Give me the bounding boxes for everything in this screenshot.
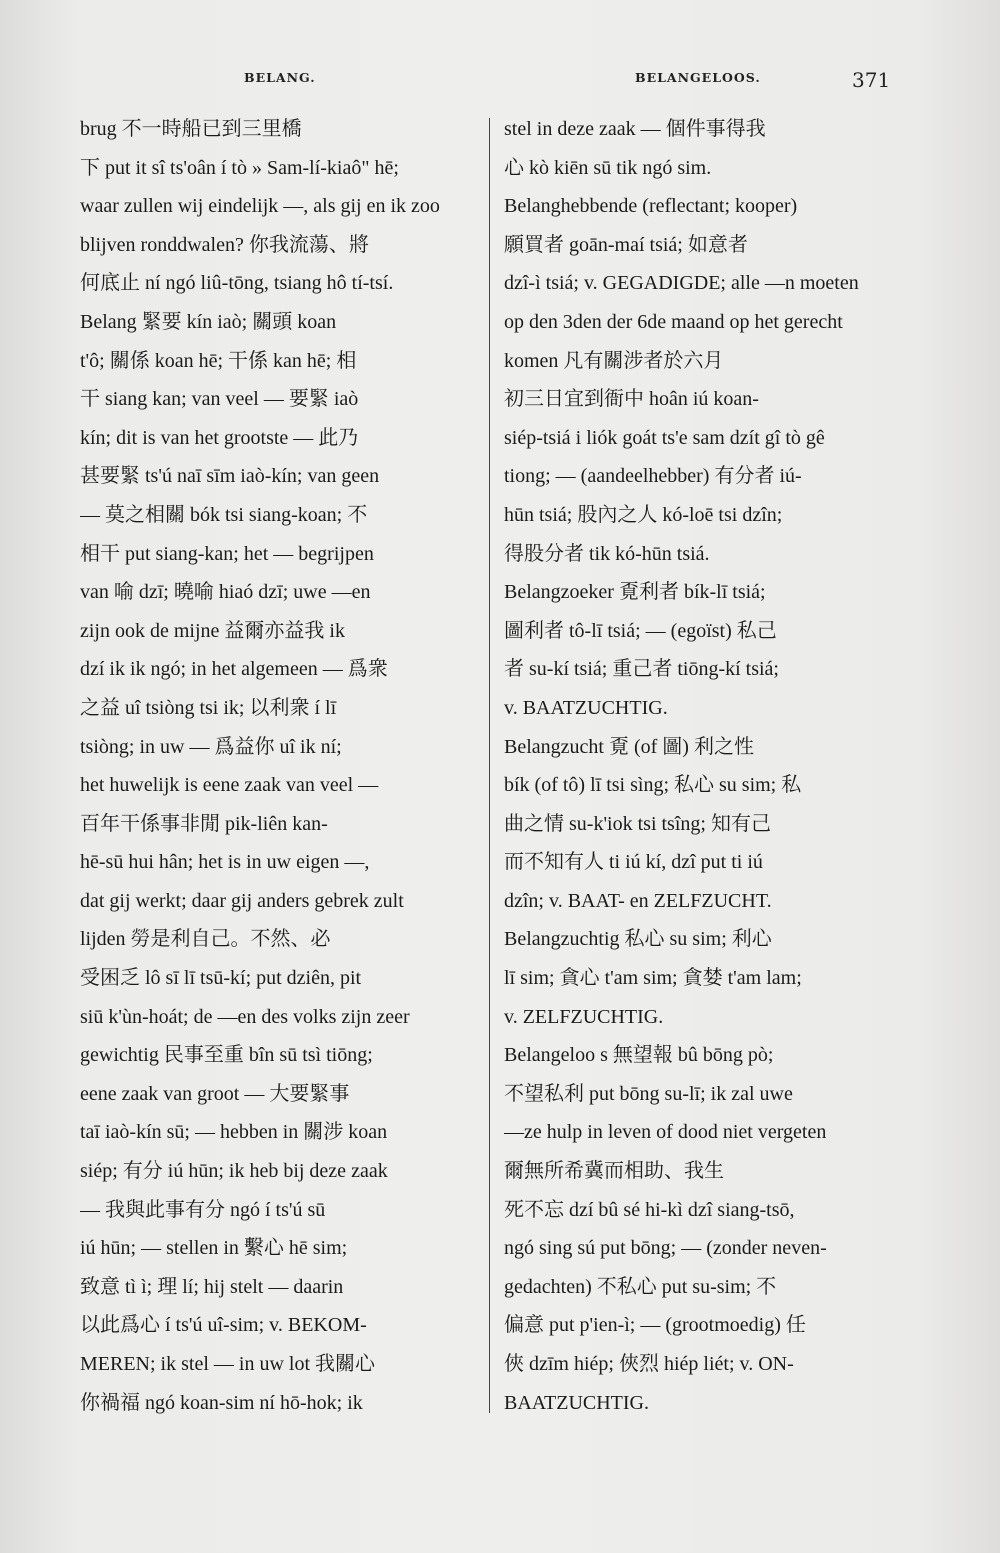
text-line: 者 su-kí tsiá; 重己者 tiōng-kí tsiá; xyxy=(504,658,779,681)
text-line: 受困乏 lô sī lī tsū-kí; put dziên, pit xyxy=(80,967,362,990)
text-line: tsiòng; in uw — 爲益你 uî ik ní; xyxy=(80,735,342,758)
text-line: hē-sū hui hân; het is in uw eigen —, xyxy=(80,851,370,874)
running-head-left: BELANG. xyxy=(244,70,316,85)
text-line: 圖利者 tô-lī tsiá; — (egoïst) 私己 xyxy=(504,619,777,642)
text-line: 百年干係事非閒 pik-liên kan- xyxy=(80,812,328,835)
text-line: 俠 dzīm hiép; 俠烈 hiép liét; v. ON- xyxy=(504,1353,794,1375)
text-line: 相干 put siang-kan; het — begrijpen xyxy=(80,542,374,565)
text-line: v. ZELFZUCHTIG. xyxy=(504,1005,664,1028)
text-line: 以此爲心 í ts'ú uî-sim; v. BEKOM- xyxy=(80,1314,367,1337)
text-line: v. BAATZUCHTIG. xyxy=(504,696,668,719)
text-line: lijden 勞是利自己。不然、必 xyxy=(80,928,331,951)
text-line: kín; dit is van het grootste — 此乃 xyxy=(80,426,359,449)
text-line: 何底止 ní ngó liû-tōng, tsiang hô tí-tsí. xyxy=(80,272,394,295)
text-line: van 喻 dzī; 曉喻 hiaó dzī; uwe —en xyxy=(80,581,371,604)
text-line: 心 kò kiēn sū tik ngó sim. xyxy=(504,156,712,179)
text-line: taī iaò-kín sū; — hebben in 關涉 koan xyxy=(80,1121,388,1144)
text-line: tiong; — (aandeelhebber) 有分者 iú- xyxy=(504,465,802,488)
text-line: zijn ook de mijne 益爾亦益我 ik xyxy=(80,619,345,642)
text-line: stel in deze zaak — 個件事得我 xyxy=(504,118,766,140)
text-line: 死不忘 dzí bû sé hi-kì dzî siang-tsō, xyxy=(504,1198,795,1221)
text-line: dzî-ì tsiá; v. GEGADIGDE; alle —n moeten xyxy=(504,272,859,295)
text-line: 干 siang kan; van veel — 要緊 iaò xyxy=(80,388,359,411)
text-line: lī sim; 貪心 t'am sim; 貪婪 t'am lam; xyxy=(504,967,802,990)
text-line: — 我與此事有分 ngó í ts'ú sū xyxy=(80,1198,326,1221)
text-line: iú hūn; — stellen in 繫心 hē sim; xyxy=(80,1237,348,1260)
text-line: gedachten) 不私心 put su-sim; 不 xyxy=(504,1275,777,1298)
text-line: Belangzucht 覔 (of 圖) 利之性 xyxy=(504,735,754,758)
text-line: waar zullen wij eindelijk —, als gij en ik zoo xyxy=(80,195,440,218)
text-line: blijven ronddwalen? 你我流蕩、將 xyxy=(80,233,369,256)
text-line: — 莫之相關 bók tsi siang-koan; 不 xyxy=(80,503,368,526)
text-line: siép-tsiá i liók goát ts'e sam dzít gî tò gê xyxy=(504,426,825,449)
text-line: op den 3den der 6de maand op het gerecht xyxy=(504,310,843,333)
text-line: Belangzuchtig 私心 su sim; 利心 xyxy=(504,928,772,951)
left-column xyxy=(80,110,478,1422)
text-line: brug 不一時船已到三里橋 xyxy=(80,118,302,140)
text-line: gewichtig 民事至重 bîn sū tsì tiōng; xyxy=(80,1044,373,1067)
text-line: komen 凡有關涉者於六月 xyxy=(504,349,724,372)
running-head-right: BELANGELOOS. xyxy=(635,70,761,85)
text-line: 下 put it sî ts'oân í tò » Sam-lí-kiaô" hē; xyxy=(80,156,399,179)
text-line: 偏意 put p'ien-ì; — (grootmoedig) 任 xyxy=(504,1314,806,1337)
text-line: Belanghebbende (reflectant; kooper) xyxy=(504,195,798,218)
text-line: t'ô; 關係 koan hē; 干係 kan hē; 相 xyxy=(80,349,357,372)
text-line: siép; 有分 iú hūn; ik heb bij deze zaak xyxy=(80,1160,388,1183)
text-line: —ze hulp in leven of dood niet vergeten xyxy=(504,1121,827,1144)
text-line: 你禍福 ngó koan-sim ní hō-hok; ik xyxy=(80,1391,363,1414)
text-line: Belang 緊要 kín iaò; 關頭 koan xyxy=(80,310,337,333)
text-line: 曲之情 su-k'iok tsi tsîng; 知有己 xyxy=(504,812,771,835)
text-line: 爾無所希冀而相助、我生 xyxy=(504,1160,724,1183)
text-line: Belangzoeker 覔利者 bík-lī tsiá; xyxy=(504,581,766,604)
text-line: Belangeloo s 無望報 bû bōng pò; xyxy=(504,1044,774,1067)
text-line: hūn tsiá; 股內之人 kó-loē tsi dzîn; xyxy=(504,503,783,526)
text-line: 之益 uî tsiòng tsi ik; 以利衆 í lī xyxy=(80,696,337,719)
column-divider xyxy=(489,118,490,1413)
text-line: ngó sing sú put bōng; — (zonder neven- xyxy=(504,1237,827,1260)
text-line: 得股分者 tik kó-hūn tsiá. xyxy=(504,542,710,565)
text-line: eene zaak van groot — 大要緊事 xyxy=(80,1082,350,1105)
text-line: siū k'ùn-hoát; de —en des volks zijn zeer xyxy=(80,1005,410,1028)
text-line: 初三日宜到衙中 hoân iú koan- xyxy=(504,388,759,411)
text-line: 不望私利 put bōng su-lī; ik zal uwe xyxy=(504,1082,793,1105)
text-line: 致意 tì ì; 理 lí; hij stelt — daarin xyxy=(80,1275,344,1298)
text-line: 願買者 goān-maí tsiá; 如意者 xyxy=(504,233,748,256)
text-line: BAATZUCHTIG. xyxy=(504,1391,649,1414)
text-line: dzîn; v. BAAT- en ZELFZUCHT. xyxy=(504,889,772,912)
text-line: 甚要緊 ts'ú naī sīm iaò-kín; van geen xyxy=(80,465,380,488)
page-number: 371 xyxy=(852,68,891,92)
text-line: MEREN; ik stel — in uw lot 我關心 xyxy=(80,1353,375,1375)
text-line: dat gij werkt; daar gij anders gebrek zult xyxy=(80,889,404,912)
text-line: bík (of tô) lī tsi sìng; 私心 su sim; 私 xyxy=(504,774,802,797)
text-line: dzí ik ik ngó; in het algemeen — 爲衆 xyxy=(80,658,388,681)
text-line: het huwelijk is eene zaak van veel — xyxy=(80,774,379,797)
text-line: 而不知有人 ti iú kí, dzî put ti iú xyxy=(504,851,763,874)
right-column xyxy=(504,110,897,1422)
